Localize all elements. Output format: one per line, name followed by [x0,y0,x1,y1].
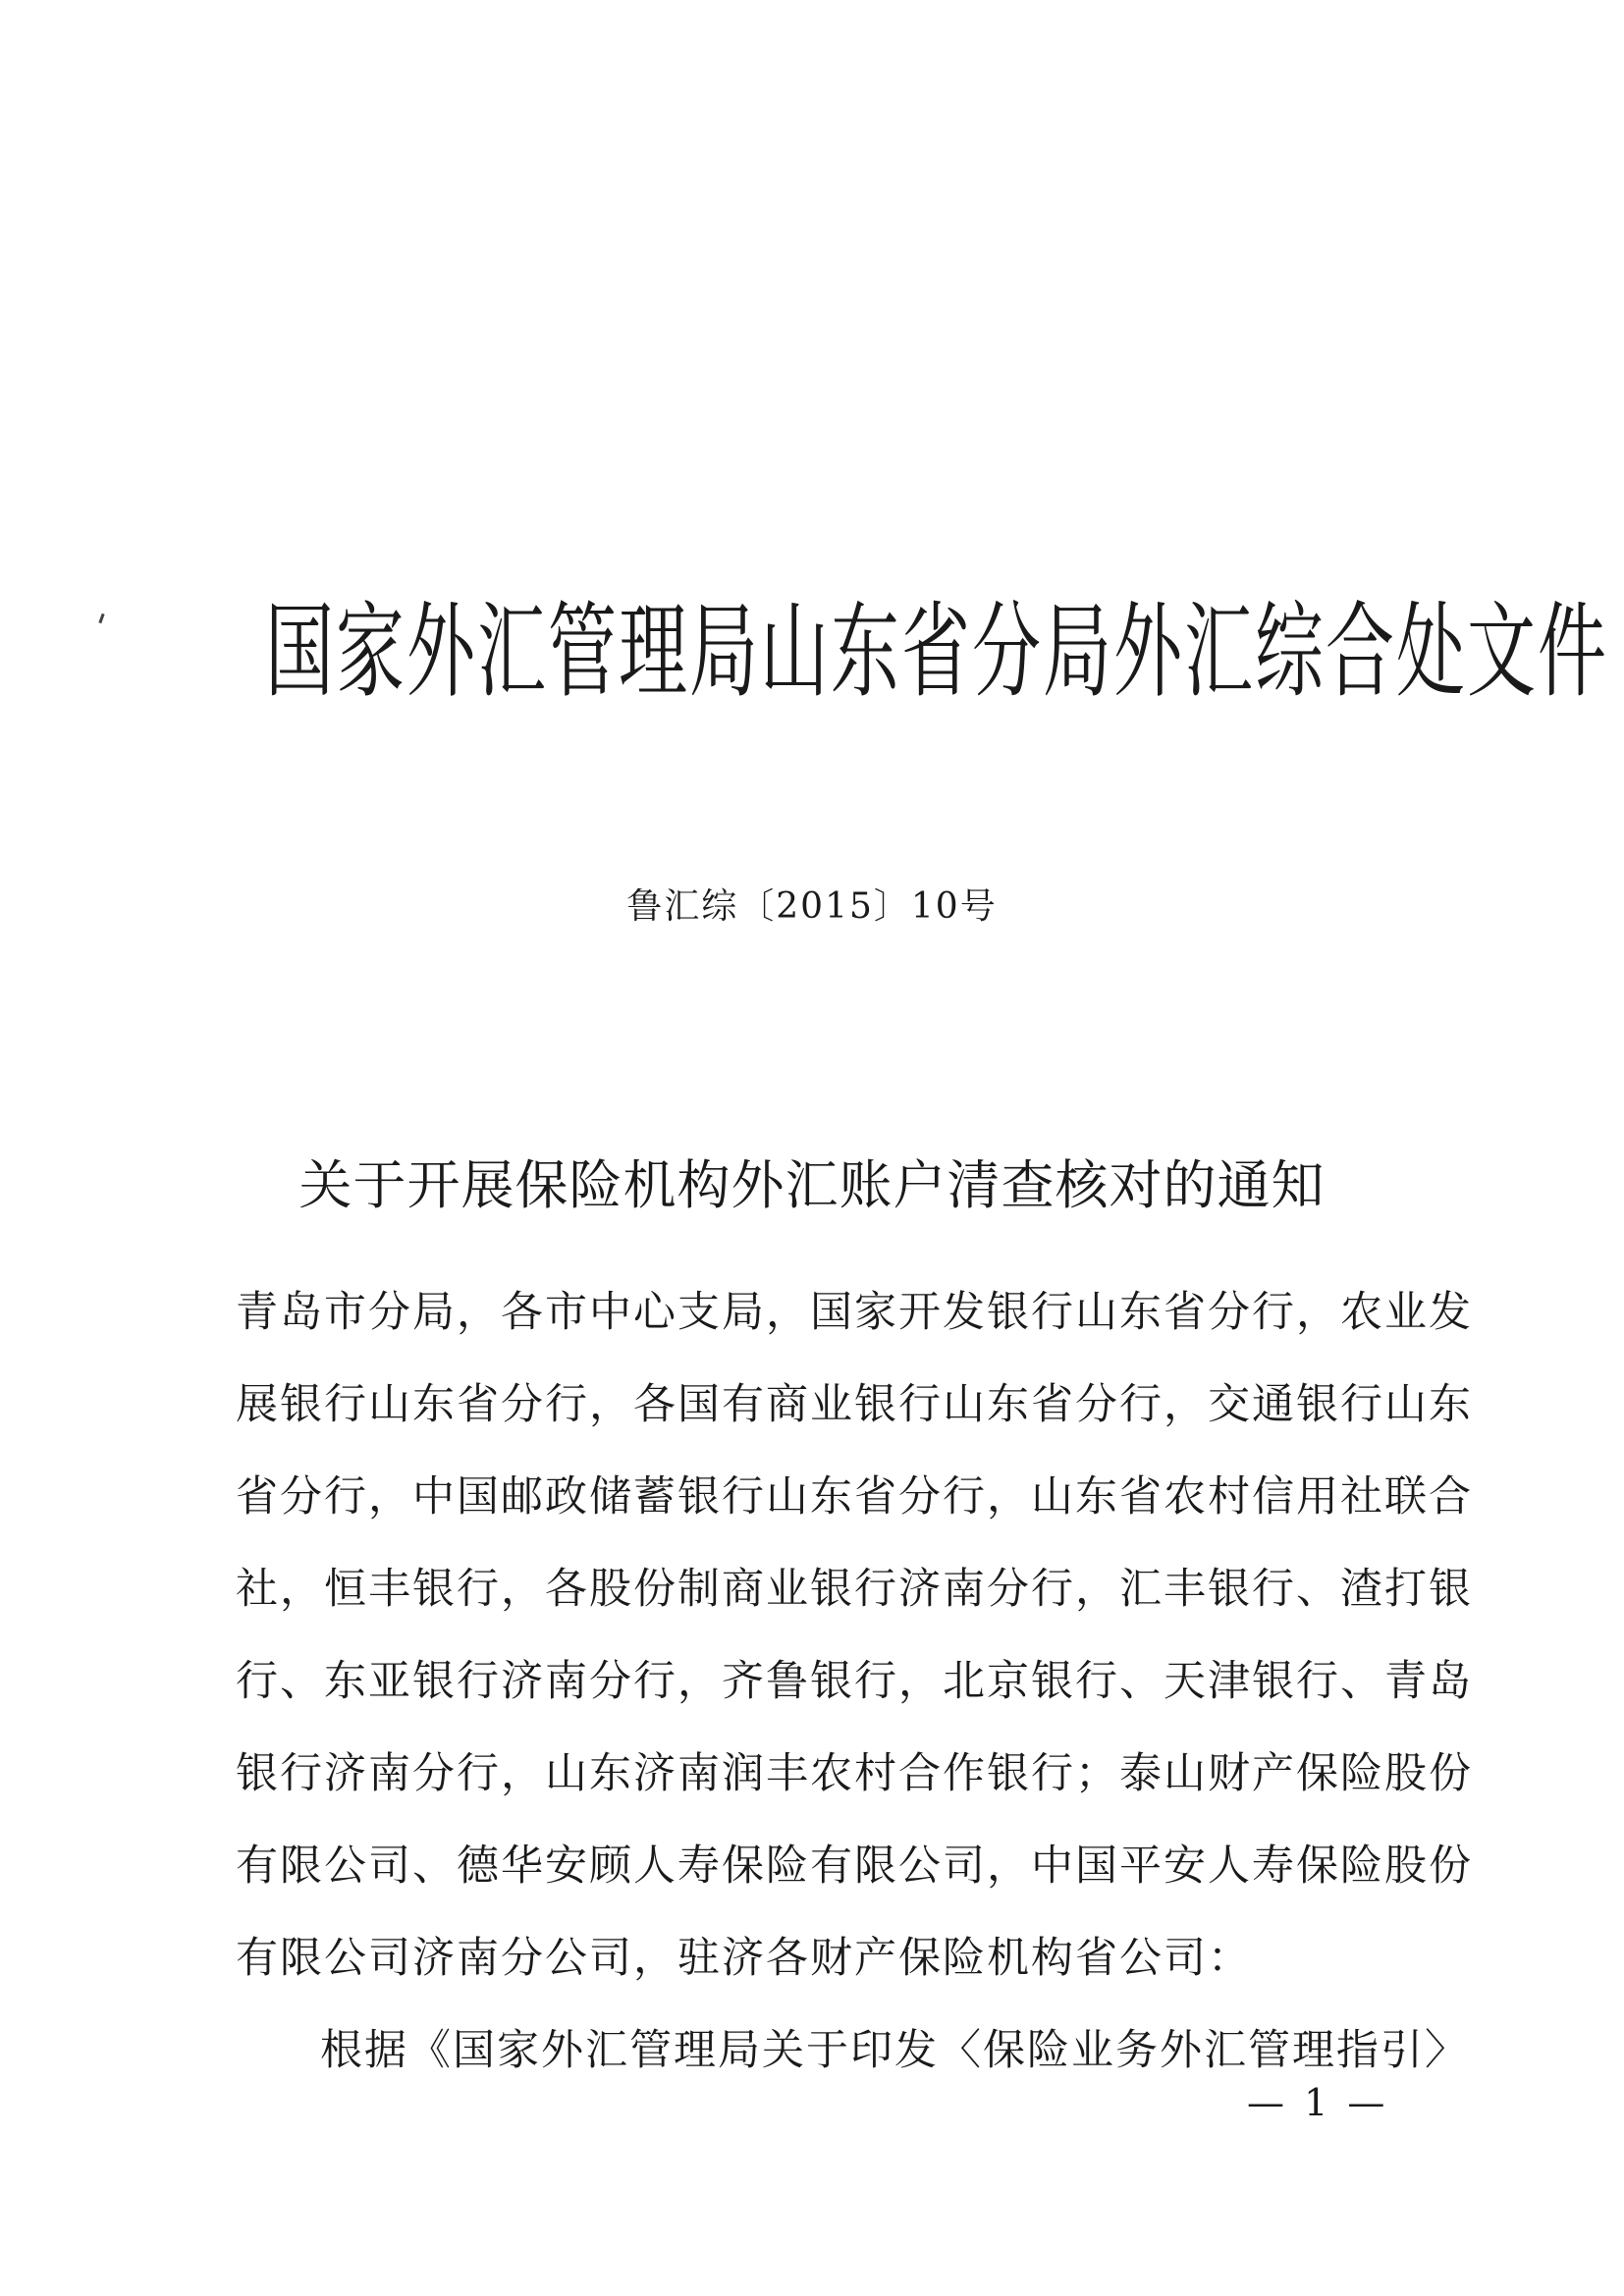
recipient-line: 有限公司济南分公司，驻济各财产保险机构省公司： [236,1934,1252,1983]
notice-body [236,1266,1473,2097]
recipient-line: 展银行山东省分行，各国有商业银行山东省分行，交通银行山东 [236,1380,1473,1429]
scan-artifact [98,614,104,623]
notice-title: 关于开展保险机构外汇账户清查核对的通知 [298,1154,1326,1216]
recipient-line: 有限公司、德华安顾人寿保险有限公司，中国平安人寿保险股份 [236,1842,1473,1891]
page-number: — 1 — [1247,2081,1389,2124]
recipient-line: 省分行，中国邮政储蓄银行山东省分行，山东省农村信用社联合 [236,1472,1473,1522]
recipient-line: 银行济南分行，山东济南润丰农村合作银行；泰山财产保险股份 [236,1749,1473,1798]
paragraph-start-line: 根据《国家外汇管理局关于印发〈保险业务外汇管理指引〉 [320,2026,1469,2075]
recipient-line: 青岛市分局，各市中心支局，国家开发银行山东省分行，农业发 [236,1288,1473,1337]
document-number: 鲁汇综〔2015〕10号 [626,886,998,927]
recipient-line: 社，恒丰银行，各股份制商业银行济南分行，汇丰银行、渣打银 [236,1565,1473,1614]
issuer-header-title: 国家外汇管理局山东省分局外汇综合处文件 [265,590,1608,712]
recipient-line: 行、东亚银行济南分行，齐鲁银行，北京银行、天津银行、青岛 [236,1657,1473,1706]
